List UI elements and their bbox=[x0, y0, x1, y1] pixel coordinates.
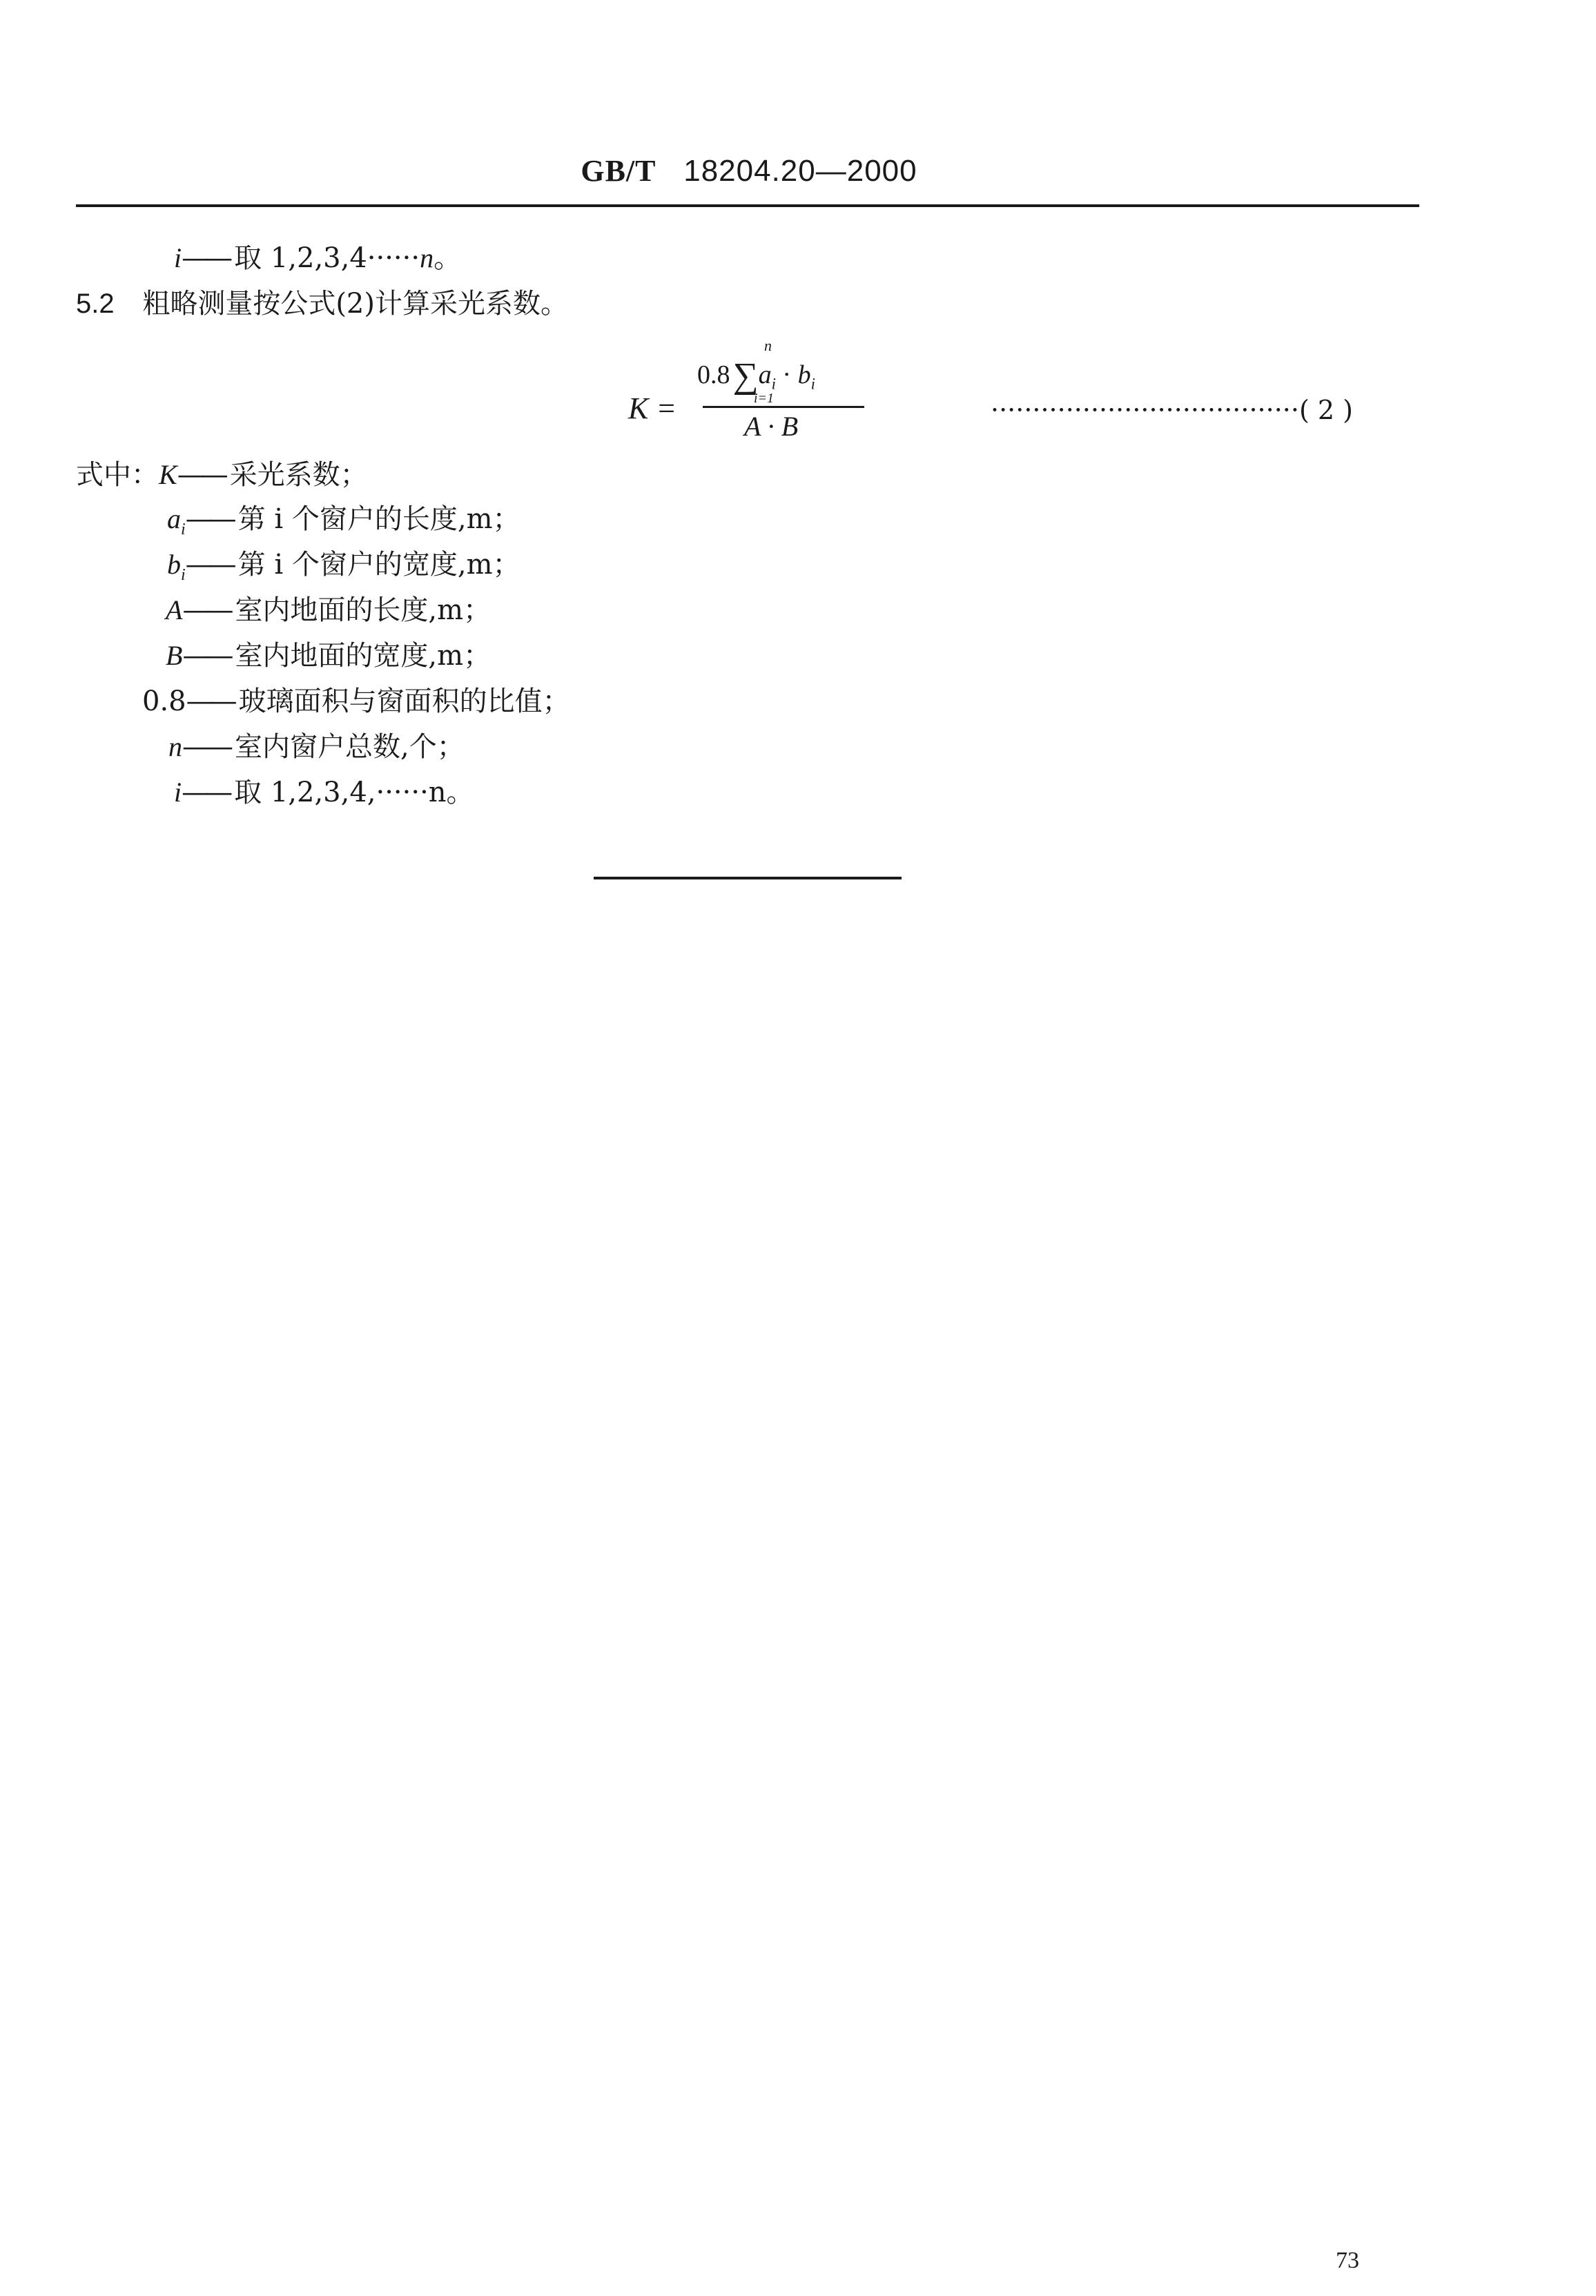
page-header bbox=[0, 153, 1498, 188]
symbol: A bbox=[166, 594, 183, 625]
coefficient: 0.8 bbox=[697, 360, 730, 389]
section-number: 5.2 bbox=[76, 289, 115, 319]
where-item-k: 式中：K—— 采光系数； bbox=[76, 459, 368, 491]
symbol: n bbox=[168, 731, 182, 762]
symbol: b bbox=[167, 549, 181, 580]
where-item-bi: $b_i——$ 第 i 个窗户的宽度,m； bbox=[167, 549, 520, 584]
where-item-ai: $a_i——$ 第 i 个窗户的长度,m； bbox=[167, 503, 520, 538]
symbol: B bbox=[166, 640, 183, 671]
var-n: n bbox=[420, 242, 434, 273]
where-intro: 式中： bbox=[76, 459, 159, 491]
description: 第 i 个窗户的宽度,m； bbox=[237, 549, 520, 581]
formula-denominator: A · B bbox=[744, 411, 799, 442]
end-rule bbox=[594, 877, 902, 879]
prev-definition-i bbox=[174, 242, 461, 275]
description: 取 1,2,3,4,······n。 bbox=[234, 777, 474, 808]
symbol: a bbox=[167, 503, 181, 534]
var-i: i bbox=[174, 242, 182, 273]
page-number: 73 bbox=[1336, 2248, 1359, 2273]
description: 玻璃面积与窗面积的比值； bbox=[238, 685, 570, 717]
fraction-bar bbox=[703, 406, 864, 408]
description: 室内地面的长度,m； bbox=[235, 594, 492, 626]
symbol: i bbox=[174, 777, 182, 808]
formula-numerator: $0.8\sum a_i \cdot b_i$ bbox=[697, 356, 815, 396]
equation-number-line bbox=[991, 395, 1353, 425]
symbol: 0.8 bbox=[142, 685, 186, 717]
definition-text: 取 1,2,3,4······ bbox=[234, 242, 420, 274]
section-5-2 bbox=[76, 287, 568, 320]
sum-lower-limit: i=1 bbox=[754, 391, 775, 406]
section-text: 粗略测量按公式(2)计算采光系数。 bbox=[142, 288, 568, 320]
em-dash: —— bbox=[182, 242, 229, 274]
mult-dot: · bbox=[775, 360, 798, 389]
description: 室内地面的宽度,m； bbox=[235, 640, 492, 672]
description: 第 i 个窗户的长度,m； bbox=[237, 503, 520, 535]
standard-number: 18204.20—2000 bbox=[683, 154, 917, 188]
description: 采光系数； bbox=[229, 459, 368, 491]
description: 室内窗户总数,个； bbox=[235, 731, 465, 763]
header-rule bbox=[76, 204, 1419, 207]
where-item-i: i—— 取 1,2,3,4,······n。 bbox=[174, 777, 474, 808]
where-item-b: B—— 室内地面的宽度,m； bbox=[166, 640, 492, 672]
term-a: a bbox=[758, 360, 772, 389]
sum-symbol: ∑ bbox=[732, 356, 759, 396]
symbol: K bbox=[159, 459, 177, 490]
sum-upper-limit: n bbox=[764, 337, 772, 354]
formula-lhs: K = bbox=[628, 391, 677, 425]
where-item-n: n—— 室内窗户总数,个； bbox=[168, 731, 465, 763]
standard-prefix: GB/T bbox=[581, 154, 656, 188]
where-item-ratio: 0.8—— 玻璃面积与窗面积的比值； bbox=[142, 685, 570, 717]
period: 。 bbox=[434, 242, 462, 274]
where-item-a: A—— 室内地面的长度,m； bbox=[166, 594, 492, 626]
term-b: b bbox=[797, 360, 811, 389]
leader-dots: ····································· bbox=[991, 395, 1299, 425]
equation-number: ( 2 ) bbox=[1298, 395, 1353, 425]
